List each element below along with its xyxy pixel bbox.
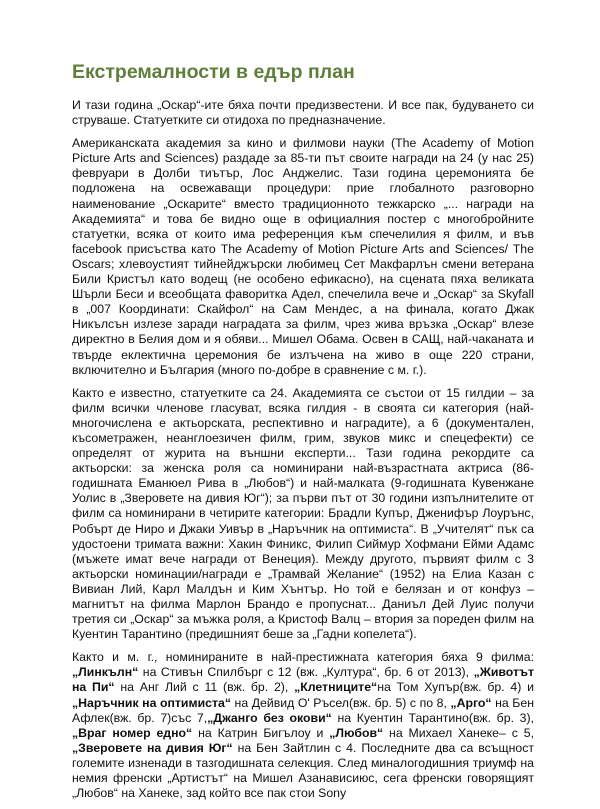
nominees-text-5: на Дейвид О' Ръсел(вж. бр. 5) с по 8,: [231, 695, 451, 710]
film-title-les-miserables: „Клетниците“: [294, 680, 378, 695]
article-title: Екстремалности в едър план: [72, 61, 355, 83]
paragraph-nominees: [72, 650, 534, 801]
film-title-silver-linings: „Наръчник на оптимиста“: [72, 695, 231, 710]
nominees-text-8: на Катрин Бигълоу и: [192, 725, 330, 740]
nominees-text-1: Както и м. г., номинираните в най-престижната категория бяха 9 филма:: [72, 650, 534, 665]
nominees-text-9: на Михаел Ханеке– с 5,: [383, 725, 535, 740]
film-title-beasts: „Зверовете на дивия Юг“: [72, 740, 233, 755]
paragraph-records: Както е известно, статуетките са 24. Академията се състои от 15 гилдии – за филм всички членове гласуват, всяка гилдия - в своята си категория (най-многочислена е актьорската, респективно и наградите), а 6 (документален, късометражен, неанглоезичен филм, грим, звуков микс и спецефекти) се определят от журита на външни експерти... Тази година рекордите са актьорски: за женска роля са номинирани най-възрастната актриса (86-годишната Еманюел Рива в „Любов“) и най-малката (9-годишната Кувенжане Уолис в „Зверовете на дивия Юг“); за първи път от 30 години изпълнителите от филм са номинирани в четирите категории: Брадли Купър, Дженифър Лоурънс, Робърт де Ниро и Джаки Уивър в „Наръчник на оптимиста“. В „Учителят“ пък са удостоени тримата важни: Хакин Финикс, Филип Сиймур Хофмани Ейми Адамс (мъжете имат вече награди от Венеция). Между другото, първият филм с 3 актьорски номинации/награди е „Трамвай Желание“ (1952) на Елиа Казан с Вивиан Лий, Карл Малдън и Ким Хънтър. Но той е белязан и от конфуз – магнитът на филма Марлон Брандо е пропуснат... Даниъл Дей Луис получи третия си „Оскар“ за мъжка роля, а Кристоф Валц – втория за пореден филм на Куентин Тарантино (предишният беше за „Гадни копелета“).: [72, 385, 534, 642]
article: [72, 60, 534, 809]
film-title-lincoln: „Линкълн“: [72, 665, 139, 680]
nominees-text-6: на Бен Афлек(вж. бр. 7)със 7,: [72, 695, 534, 725]
nominees-text-2: на Стивън Спилбърг с 12 (вж. „Култура“, бр. 6 от 2013),: [138, 665, 474, 680]
film-title-life-of-pi: „Животът на Пи“: [72, 665, 534, 695]
film-title-argo: „Арго“: [450, 695, 492, 710]
film-title-amour: „Любов“: [329, 725, 384, 740]
paragraph-intro: И тази година „Оскар“-ите бяха почти предизвестени. И все пак, будуването си струваше. Статуетките си отидоха по предназначение.: [72, 98, 534, 128]
film-title-zero-dark-thirty: „Враг номер едно“: [72, 725, 193, 740]
paragraph-ceremony: Американската академия за кино и филмови науки (The Academy of Motion Picture Arts and Sciences) раздаде за 85-ти път своите награди на 24 (у нас 25) февруари в Долби тиътър, Лос Анджелис. Тази година церемонията бе подложена на освежаващи процедури: прие глобалното разговорно наименование „Оскарите“ вместо традиционното тежкарско „... награди на Академията“ и това бе видно още в официалния постер с многобройните статуетки, всяка от които има референция към спечелилия я филм, и във facebook присъства като The Academy of Motion Picture Arts and Sciences/ The Oscars; хлевоустият тийнейджърски любимец Сет Макфарлън смени ветерана Били Кристъл като водещ (не особено ефикасно), на сцената пяха великата Шърли Беси и всеобщата фаворитка Адел, спечелила вече и „Оскар“ за Skyfall в „007 Координати: Скайфол“ на Сам Мендес, а на финала, когато Джак Никълсън излезе заради наградата за филм, чрез жива връзка „Оскар“ влезе директно в Белия дом и я обяви... Мишел Обама. Освен в САЩ, най-чаканата и твърде еклектична церемония бе излъчена на живо в още 220 страни, включително и България (много по-добре в сравнение с м. г.).: [72, 136, 534, 377]
nominees-text-4: на Том Хупър(вж. бр. 4) и: [377, 680, 534, 695]
nominees-text-7: на Куентин Тарантино(вж. бр. 3),: [331, 710, 534, 725]
nominees-text-3: на Анг Лий с 11 (вж. бр. 2),: [114, 680, 295, 695]
nominees-text-10: на Бен Зайтлин с 4. Последните два са всъщност големите изненади в тазгодишната селекция. След миналогодишния триумф на немия френски „Артистът“ на Мишел Азанависиюс, сега френски говорящият „Любов“ на Ханеке, зад който все пак стои Sony: [72, 740, 534, 801]
film-title-django: „Джанго без окови“: [207, 710, 332, 725]
